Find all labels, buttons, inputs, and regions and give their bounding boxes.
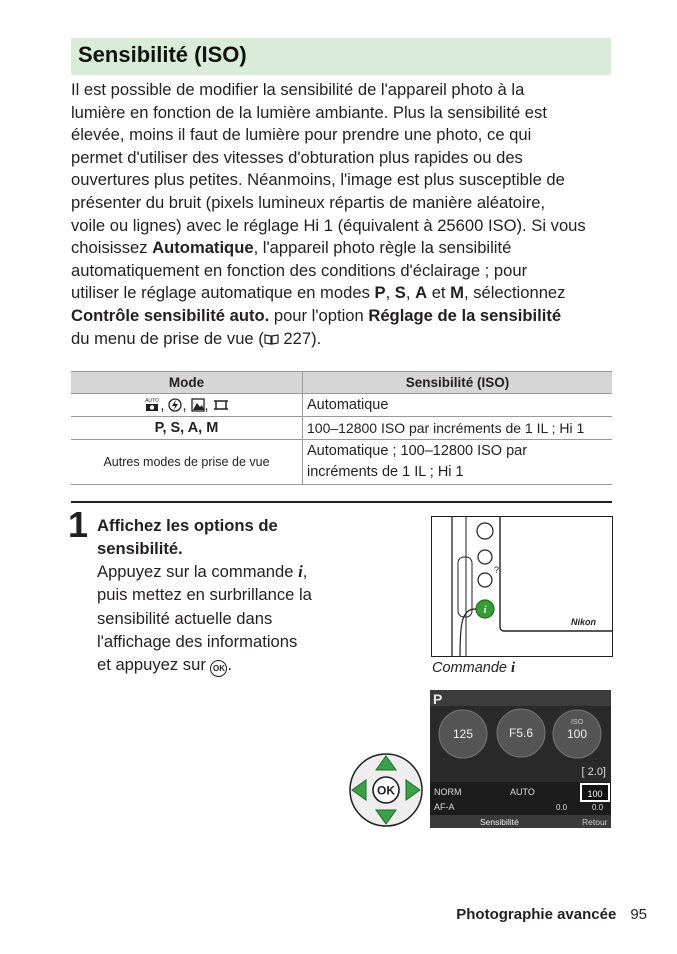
mode-m: M	[450, 283, 464, 303]
table-row	[71, 417, 612, 440]
intro-line: Il est possible de modifier la sensibilité de l'appareil photo à la	[71, 80, 525, 99]
i-button-glyph: i	[510, 660, 516, 676]
page-footer	[456, 906, 647, 923]
intro-line: ouvertures plus petites. Néanmoins, l'image est plus susceptible de	[71, 170, 565, 190]
step-divider	[71, 501, 612, 503]
text-run: utiliser le réglage automatique en modes	[71, 283, 375, 303]
text-run: choisissez	[71, 238, 153, 258]
text-run: , l'appareil photo règle la sensibilité	[253, 238, 512, 258]
i-button-glyph: i	[298, 562, 303, 581]
exposure-comp-small: 0.0	[592, 803, 604, 812]
iso-dial-value: 100	[566, 727, 588, 741]
cell-line: incréments de 1 IL ; Hi 1	[307, 464, 464, 480]
mode-s: S	[394, 283, 406, 303]
table-row	[71, 440, 612, 485]
mode-p: P	[374, 283, 386, 303]
caption-text: Commande	[432, 660, 507, 676]
step-heading	[97, 514, 357, 560]
flash-comp: 0.0	[556, 803, 568, 812]
heading-line: Affichez les options de	[97, 516, 278, 535]
mode-sensitivity-table	[71, 371, 612, 485]
text-run: et	[427, 283, 451, 303]
table-cell: 100–12800 ISO par incréments de 1 IL ; Hi 1	[303, 417, 613, 440]
page-number: 95	[630, 906, 647, 923]
instruction-line: et appuyez sur OK .	[97, 653, 312, 677]
table-header: Mode	[71, 372, 303, 394]
ok-button-icon: OK	[210, 660, 227, 677]
intro-paragraph	[71, 79, 616, 350]
bold-term-controle: Contrôle sensibilité auto.	[71, 305, 270, 325]
intro-line: lumière en fonction de la lumière ambiante. Plus la sensibilité est	[71, 102, 547, 122]
mode-a: A	[415, 283, 428, 303]
intro-line	[71, 237, 616, 260]
bold-term-reglage: Réglage de la sensibilité	[368, 305, 562, 325]
iso-label: ISO	[570, 719, 584, 726]
page-reference[interactable]: 227).	[278, 328, 322, 348]
instruction-line: sensibilité actuelle dans	[97, 608, 273, 628]
info-display-screenshot	[430, 690, 611, 828]
focus-mode: AF-A	[434, 802, 455, 812]
white-balance: AUTO	[510, 787, 535, 797]
intro-line: permet d'utiliser des vitesses d'obturation plus rapides ou des	[71, 147, 523, 167]
text-run: pour l'option	[269, 305, 369, 325]
scene-icon	[191, 398, 205, 412]
effects-icon	[213, 398, 229, 412]
intro-line: présenter du bruit (pixels lumineux répartis de manière aléatoire,	[71, 192, 546, 212]
text-run: et appuyez sur	[97, 655, 206, 675]
section-name: Photographie avancée	[456, 906, 617, 923]
flash-off-icon	[168, 398, 182, 412]
help-label: Sensibilité	[480, 817, 519, 827]
intro-line	[71, 328, 616, 351]
auto-mode-icon	[144, 397, 160, 413]
instruction-line: l'affichage des informations	[97, 631, 298, 651]
table-header: Sensibilité (ISO)	[303, 372, 613, 394]
intro-line: élevée, moins il faut de lumière pour prendre une photo, ce qui	[71, 125, 532, 145]
mode-icons-cell: AUTO , , ,	[71, 394, 303, 417]
table-cell: P, S, A, M	[71, 417, 303, 440]
mode-indicator: P	[433, 691, 443, 707]
camera-back-illustration	[431, 516, 613, 657]
intro-line: utiliser le réglage automatique en modes P, S, A et M, sélectionnez	[71, 283, 566, 303]
back-label: Retour	[582, 817, 608, 827]
camera-drawing	[432, 517, 612, 656]
text-run: , sélectionnez	[463, 283, 566, 303]
table-cell	[303, 440, 613, 485]
step-instructions	[97, 560, 312, 677]
text-run: du menu de prise de vue (	[71, 328, 264, 348]
book-reference-icon	[264, 333, 279, 345]
intro-line: automatiquement en fonction des conditions d'éclairage ; pour	[71, 260, 528, 280]
shutter-speed: 125	[452, 727, 474, 741]
intro-line: voile ou lignes) avec le réglage Hi 1 (équivalent à 25600 ISO). Si vous	[71, 215, 586, 235]
ok-label: OK	[377, 783, 395, 798]
brand-logo: Nikon	[570, 617, 596, 627]
cell-line: Automatique ; 100–12800 ISO par	[307, 443, 528, 459]
step-number: 1	[68, 504, 89, 545]
page-title: Sensibilité (ISO)	[78, 42, 247, 67]
heading-line: sensibilité.	[97, 539, 183, 558]
instruction-line: Appuyez sur la commande i,	[97, 562, 308, 581]
intro-line	[71, 305, 616, 328]
multi-selector-icon	[348, 752, 424, 828]
text-run: Appuyez sur la commande	[97, 562, 294, 581]
iso-setting-highlight[interactable]: 100	[587, 789, 603, 799]
table-row	[71, 394, 612, 417]
figure-caption	[432, 660, 515, 677]
table-cell: Autres modes de prise de vue	[71, 440, 303, 485]
bold-term-automatique: Automatique	[152, 238, 254, 258]
svg-text:i: i	[483, 605, 487, 616]
image-quality: NORM	[434, 787, 462, 797]
svg-text:?: ?	[494, 565, 500, 575]
svg-text:AUTO: AUTO	[145, 397, 160, 404]
table-cell: Automatique	[303, 394, 613, 417]
aperture: F5.6	[508, 726, 534, 740]
exposure-compensation: [ 2.0]	[581, 766, 606, 778]
instruction-line: puis mettez en surbrillance la	[97, 585, 312, 605]
